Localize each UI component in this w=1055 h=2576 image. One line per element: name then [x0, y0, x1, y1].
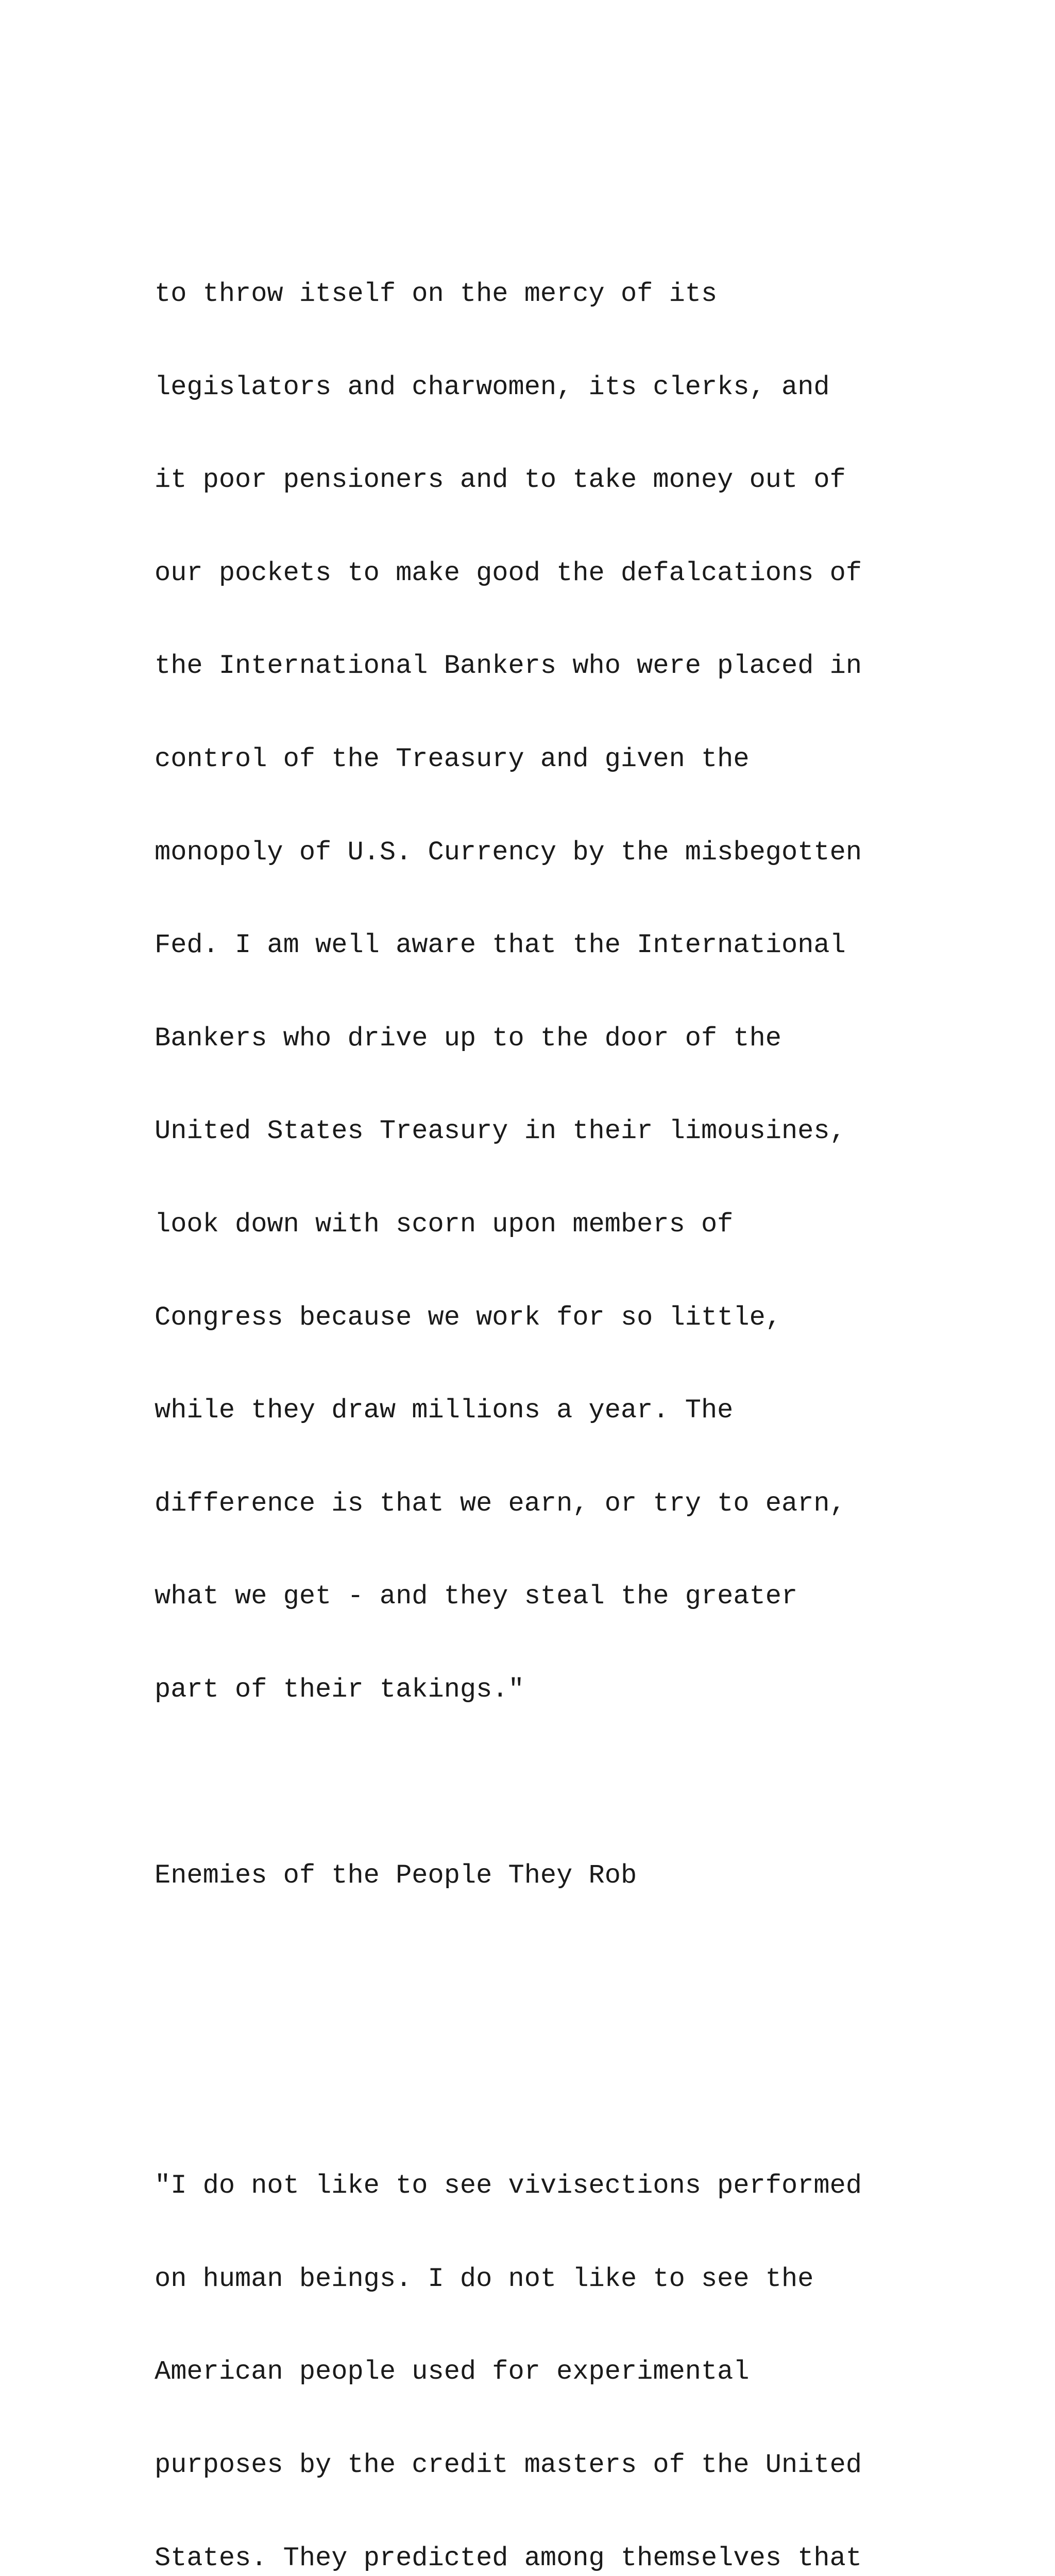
text-line: American people used for experimental [155, 2357, 750, 2387]
section-heading: Enemies of the People They Rob [155, 1860, 637, 1891]
paragraph-1 [155, 217, 1041, 1768]
text-line: part of their takings." [155, 1674, 524, 1705]
document-text [155, 124, 1041, 2576]
text-line: control of the Treasury and given the [155, 743, 750, 774]
text-line: what we get - and they steal the greater [155, 1581, 798, 1612]
text-line: Congress because we work for so little, [155, 1302, 781, 1333]
text-line: to throw itself on the mercy of its [155, 279, 718, 310]
paragraph-2 [155, 2109, 1041, 2576]
text-line: the International Bankers who were placed in [155, 651, 862, 682]
text-line: "I do not like to see vivisections performed [155, 2171, 862, 2201]
text-line: States. They predicted among themselves that [155, 2543, 862, 2573]
text-line: it poor pensioners and to take money out of [155, 465, 846, 496]
text-line: purposes by the credit masters of the United [155, 2449, 862, 2480]
text-line: Bankers who drive up to the door of the [155, 1023, 781, 1054]
text-line: Fed. I am well aware that the International [155, 930, 846, 961]
text-line: legislators and charwomen, its clerks, and [155, 371, 830, 402]
text-line: monopoly of U.S. Currency by the misbegotten [155, 837, 862, 868]
text-line: United States Treasury in their limousines, [155, 1116, 846, 1147]
text-line: our pockets to make good the defalcations of [155, 557, 862, 588]
text-line: while they draw millions a year. The [155, 1395, 734, 1426]
text-line: difference is that we earn, or try to earn, [155, 1488, 846, 1519]
text-line: on human beings. I do not like to see the [155, 2263, 814, 2294]
blank-line [155, 1985, 1041, 2015]
text-line: look down with scorn upon members of [155, 1209, 734, 1240]
